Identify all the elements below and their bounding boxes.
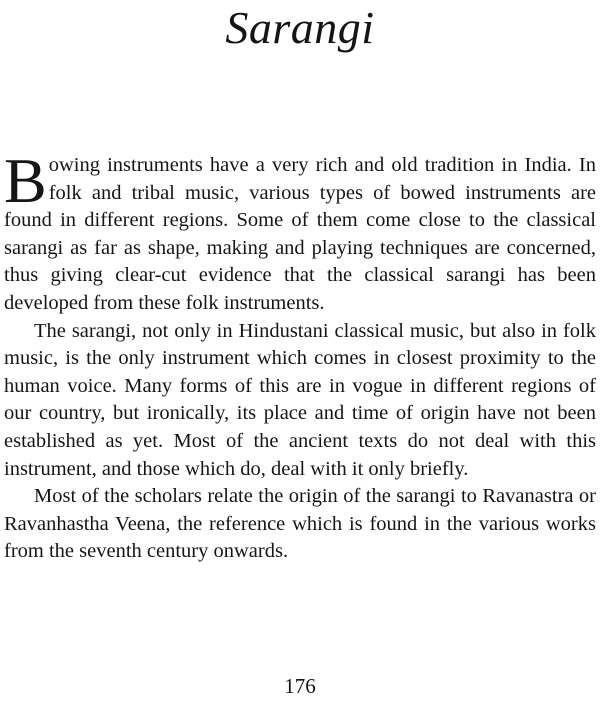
page-number: 176 (284, 674, 316, 698)
paragraph-2: The sarangi, not only in Hindustani classical music, but also in folk music, is the only instrument which comes in closest proximity to the human voice. Many forms of this are in vogue in different regions of our country, but ironically, its place and time of origin have not been established as yet. Most of the ancient texts do not deal with this instrument, and those which do, deal with it only briefly. (4, 319, 596, 480)
paragraph-1-text: owing instruments have a very rich and old tradition in India. In folk and tribal music, various types of bowed instruments are found in different regions. Some of them come close to the classical sarangi as far as shape, making and playing techniques are concerned, thus giving clear-cut evidence that the classical sarangi has been developed from these folk instruments. (4, 154, 596, 314)
paragraph-3: Most of the scholars relate the origin of the sarangi to Ravanastra or Ravanhastha Veena, the reference which is found in the various works from the seventh century onwards. (4, 485, 596, 563)
chapter-title: Sarangi (225, 2, 375, 53)
paragraph-1 (4, 145, 596, 318)
body-text (4, 145, 596, 566)
drop-cap: B (4, 145, 47, 216)
